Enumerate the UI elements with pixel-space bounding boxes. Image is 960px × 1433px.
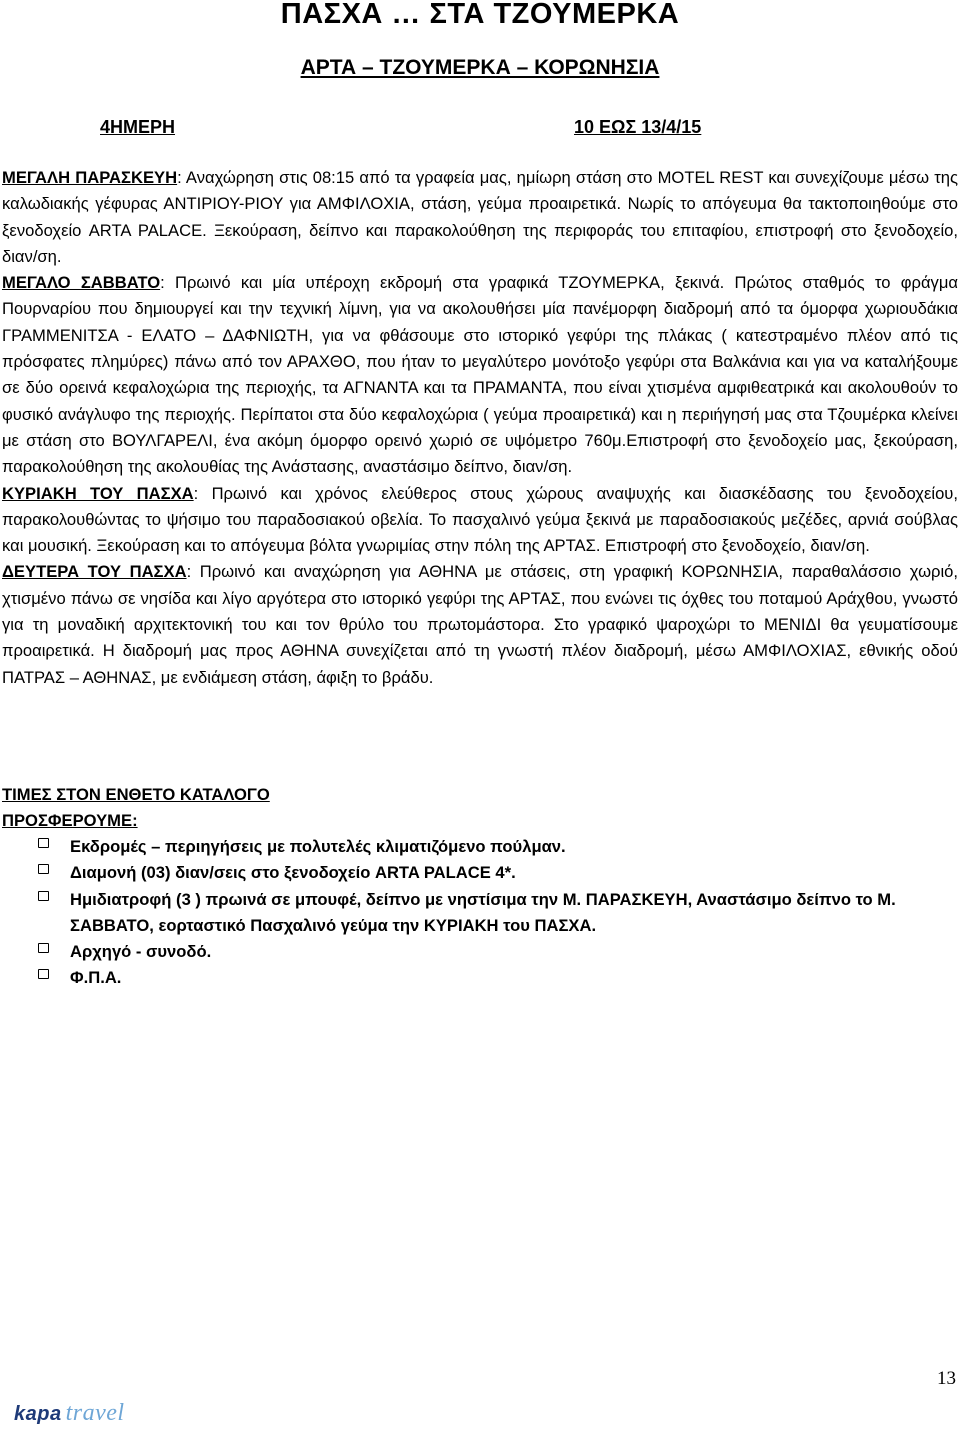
page-title: ΠΑΣΧΑ … ΣΤΑ ΤΖΟΥΜΕΡΚΑ <box>280 0 680 30</box>
offer-text: Εκδρομές – περιηγήσεις με πολυτελές κλιματιζόμενο πούλμαν. <box>70 837 566 856</box>
list-item <box>38 834 960 860</box>
list-item <box>38 965 960 991</box>
day-heading: ΜΕΓΑΛΗ ΠΑΡΑΣΚΕΥΗ <box>2 168 178 187</box>
pricing-section <box>2 782 270 834</box>
checkbox-bullet-icon <box>38 838 49 848</box>
day-description: : Πρωινό και χρόνος ελεύθερος στους χώρους αναψυχής και διασκέδασης του ξενοδοχείου, παρακολουθώντας το ψήσιμο του παραδοσιακού οβελία. Το πασχαλινό γεύμα ξεκινά με παραδοσιακούς μεζέδες, αρνιά σούβλας και μουσική. Ξεκούραση και το απόγευμα βόλτα γνωριμίας στην πόλη της ΑΡΤΑΣ. Επιστροφή στο ξενοδοχείο, διαν/ση. <box>2 483 958 556</box>
logo-travel-text: travel <box>65 1400 125 1426</box>
itinerary-day <box>2 481 958 560</box>
day-description: : Πρωινό και μία υπέροχη εκδρομή στα γραφικά ΤΖΟΥΜΕΡΚΑ, ξεκινά. Πρώτος σταθμός το φράγμα Πουρναρίου που δημιουργεί και την τεχνική λίμνη, για να ακολουθήσει μία πανέμορφη διαδρομή από τα όμορφα χωριουδάκια ΓΡΑΜΜΕΝΙΤΣΑ - ΕΛΑΤΟ – ΔΑΦΝΙΩΤΗ, για να φθάσουμε στο ιστορικό γεφύρι της πλάκας ( κατεστραμένο πλέον από τις πρόσφατες πλημύρες) πάνω από τον ΑΡΑΧΘΟ, που ήταν το μεγαλύτερο μονότοξο γεφύρι στα Βαλκάνια και για να καταλήξουμε σε δύο ορεινά κεφαλοχώρια της περιοχής, τα ΑΓΝΑΝΤΑ και τα ΠΡΑΜΑΝΤΑ, που είναι χτισμένα αμφιθεατρικά και ακολουθούν το φυσικό ανάγλυφο της περιοχής. Περίπατοι στα δύο κεφαλοχώρια ( γεύμα προαιρετικά) και η περιήγησή μας στα Τζουμέρκα κλείνει με στάση στο ΒΟΥΛΓΑΡΕΛΙ, ένα ακόμη όμορφο ορεινό χωριό σε υψόμετρο 760μ.Επιστροφή στο ξενοδοχείο μας, ξεκούραση, παρακολούθηση της ακολουθίας της Ανάστασης, αναστάσιμο δείπνο, διαν/ση. <box>2 273 958 477</box>
day-heading: ΜΕΓΑΛΟ ΣΑΒΒΑΤΟ <box>2 273 161 293</box>
offer-text: Διαμονή (03) διαν/σεις στο ξενοδοχείο ARTA PALACE 4*. <box>70 863 516 883</box>
day-heading: ΔΕΥΤΕΡΑ ΤΟΥ ΠΑΣΧΑ <box>2 562 187 582</box>
offer-text: Αρχηγό - συνοδό. <box>70 942 212 962</box>
logo-kapa-text: kapa <box>14 1403 62 1425</box>
offers-heading: ΠΡΟΣΦΕΡΟΥΜΕ: <box>2 811 138 830</box>
itinerary-day <box>2 270 958 480</box>
itinerary-day <box>2 165 958 270</box>
offer-text: Ημιδιατροφή (3 ) πρωινά σε μπουφέ, δείπνο με νηστίσιμα την Μ. ΠΑΡΑΣΚΕΥΗ, Αναστάσιμο δείπνο το Μ. ΣΑΒΒΑΤΟ, εορταστικό Πασχαλινό γεύμα την ΚΥΡΙΑΚΗ του ΠΑΣΧΑ. <box>70 889 896 935</box>
offer-text: Φ.Π.Α. <box>70 968 122 988</box>
checkbox-bullet-icon <box>38 891 49 901</box>
page-number: 13 <box>937 1368 956 1389</box>
offers-list <box>38 834 960 992</box>
checkbox-bullet-icon <box>38 943 49 953</box>
day-description: : Πρωινό και αναχώρηση για ΑΘΗΝΑ με στάσεις, στη γραφική ΚΟΡΩΝΗΣΙΑ, παραθαλάσσιο χωριό, χτισμένο πάνω σε νησίδα και λίγο αργότερα στο ιστορικό γεφύρι της ΑΡΤΑΣ, που ενώνει τις όχθες του ποταμού Αράχθου, γνωστό για τη μοναδική αρχιτεκτονική του και τον θρύλο του πρωτομάστορα. Στο γραφικό ψαροχώρι το ΜΕΝΙΔΙ θα γευματίσουμε προαιρετικά. Η διαδρομή μας προς ΑΘΗΝΑ συνεχίζεται από τη γνωστή πλέον διαδρομή, μέσω ΑΜΦΙΛΟΧΙΑΣ, εθνικής οδού ΠΑΤΡΑΣ – ΑΘΗΝΑΣ, με ενδιάμεση στάση, άφιξη το βράδυ. <box>2 562 958 687</box>
trip-dates: 10 ΕΩΣ 13/4/15 <box>574 117 702 137</box>
day-description: : Αναχώρηση στις 08:15 από τα γραφεία μας, ημίωρη στάση στο MOTEL REST και συνεχίζουμε μέσω της καλωδιακής γέφυρας ΑΝΤΙΡΙΟΥ-ΡΙΟΥ για ΑΜΦΙΛΟΧΙΑ, στάση, γεύμα προαιρετικά. Νωρίς το απόγευμα θα τακτοποιηθούμε στο ξενοδοχείο ARTA PALACE. Ξεκούραση, δείπνο και παρακολούθηση της περιφοράς του επιταφίου, επιστροφή στο ξενοδοχείο, διαν/ση. <box>2 168 958 266</box>
route-subtitle: ΑΡΤΑ – ΤΖΟΥΜΕΡΚΑ – ΚΟΡΩΝΗΣΙΑ <box>300 56 660 79</box>
checkbox-bullet-icon <box>38 969 49 979</box>
checkbox-bullet-icon <box>38 864 49 874</box>
list-item <box>38 860 960 886</box>
day-heading: ΚΥΡΙΑΚΗ ΤΟΥ ΠΑΣΧΑ <box>2 483 194 503</box>
list-item <box>38 939 960 965</box>
kapa-travel-logo <box>14 1400 125 1430</box>
itinerary <box>2 165 958 691</box>
trip-duration: 4ΗΜΕΡΗ <box>100 117 176 137</box>
list-item <box>38 887 960 940</box>
itinerary-day <box>2 559 958 690</box>
prices-note: ΤΙΜΕΣ ΣΤΟΝ ΕΝΘΕΤΟ ΚΑΤΑΛΟΓΟ <box>2 785 270 804</box>
